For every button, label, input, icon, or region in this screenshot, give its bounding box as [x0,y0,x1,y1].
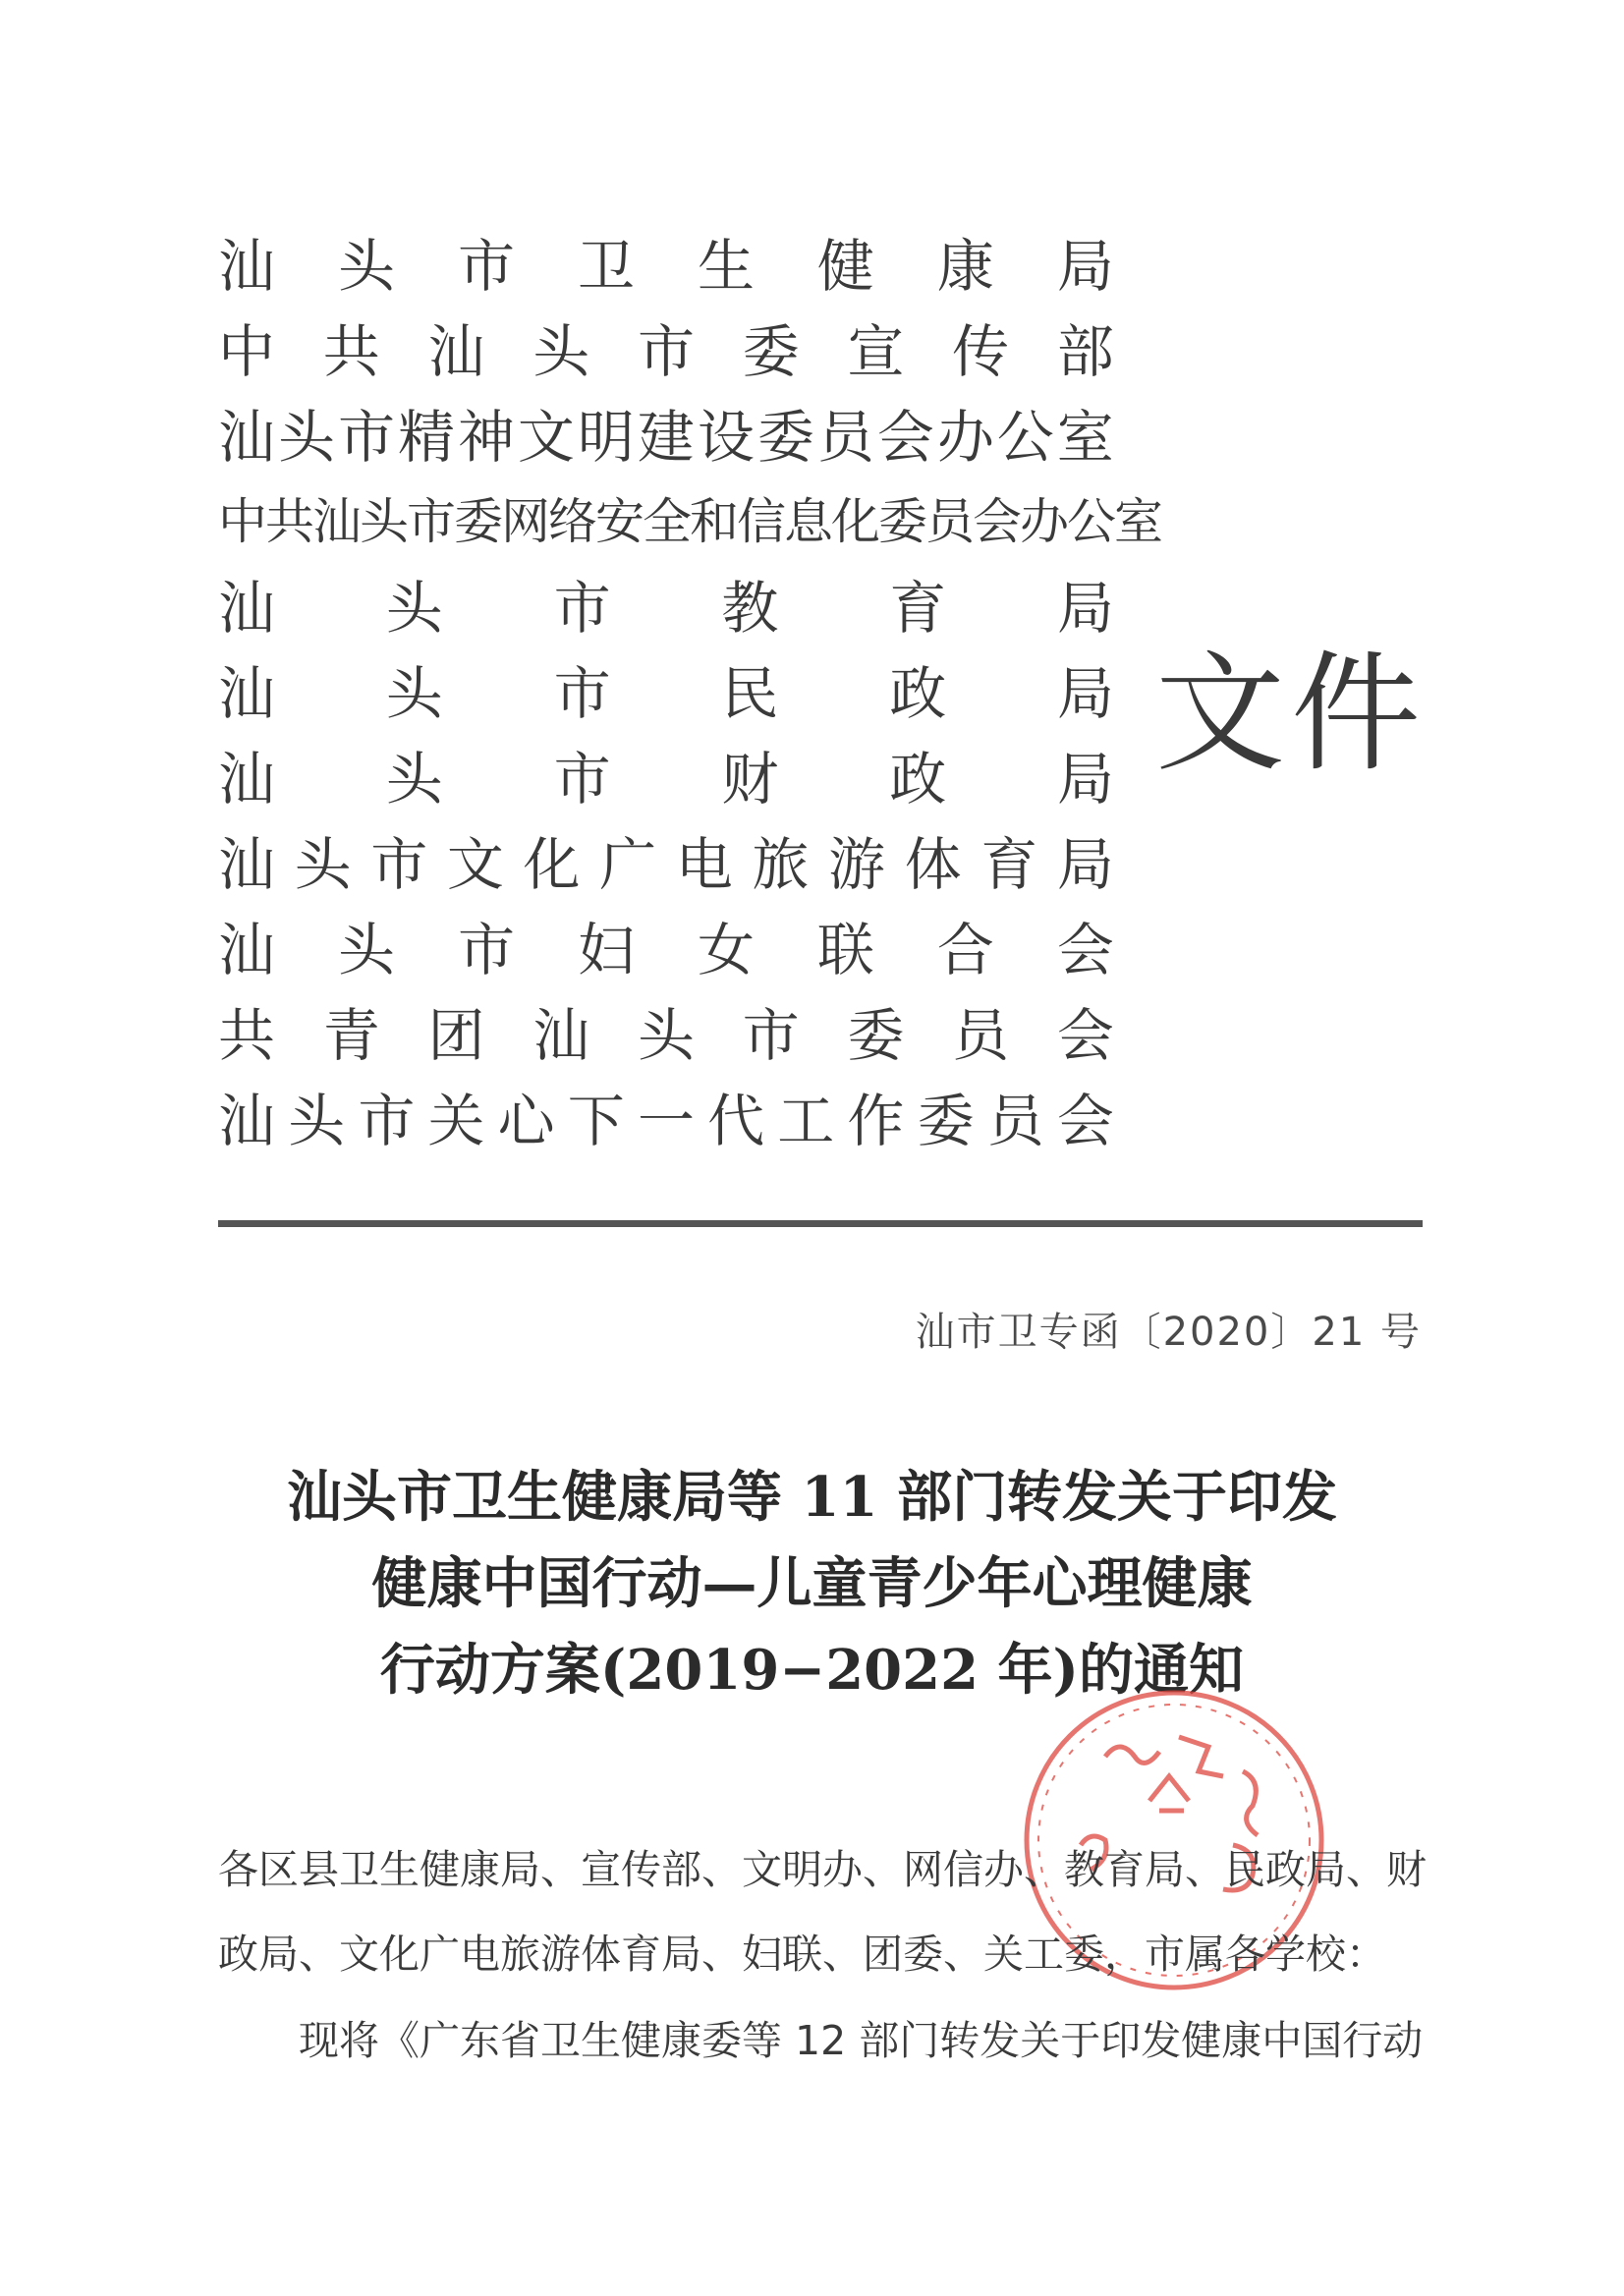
seal-glyph-mark-3 [1243,1771,1258,1835]
agency-char: 息 [784,492,831,550]
agency-char: 络 [548,492,595,550]
agency-char: 神 [457,403,515,471]
agency-line-7 [218,731,1114,816]
agency-char: 青 [322,1001,380,1069]
agency-char: 传 [952,317,1010,385]
agency-char: 汕 [218,1087,276,1154]
title-line-3: 行动方案(2019−2022 年)的通知 [379,1638,1245,1703]
agency-char: 和 [690,492,737,550]
agency-char: 头 [288,1087,346,1154]
agency-char: 明 [577,403,635,471]
agency-char: 头 [385,659,443,727]
agency-char: 公 [996,403,1054,471]
agency-char: 员 [952,1001,1010,1069]
agency-char: 联 [816,916,874,983]
agency-char: 汕 [218,403,276,471]
agency-char: 生 [697,232,755,300]
agency-char: 化 [523,830,581,898]
agency-char: 会 [1056,1087,1114,1154]
title-line-2: 健康中国行动—儿童青少年心理健康 [371,1551,1253,1616]
agency-char: 委 [878,492,925,550]
agency-char: 安 [595,492,643,550]
agency-char: 康 [936,232,994,300]
agency-char: 市 [553,574,611,642]
agency-char: 会 [876,403,934,471]
agency-char: 共 [265,492,312,550]
agency-char: 市 [457,232,515,300]
agency-char: 宣 [847,317,905,385]
agency-char: 游 [828,830,886,898]
agency-line-6 [218,645,1114,731]
agency-char: 精 [397,403,455,471]
agency-char: 一 [637,1087,695,1154]
agency-char: 市 [407,492,454,550]
agency-char: 局 [1056,659,1114,727]
agency-char: 办 [1020,492,1067,550]
agency-char: 头 [337,916,395,983]
agency-char: 市 [637,317,695,385]
agency-char: 文 [517,403,575,471]
agency-char: 合 [936,916,994,983]
agency-char: 网 [501,492,548,550]
agency-char: 妇 [577,916,635,983]
agency-line-3 [218,389,1114,475]
agency-char: 头 [385,745,443,812]
agency-line-9 [218,902,1114,987]
agency-char: 信 [737,492,784,550]
agency-char: 育 [980,830,1038,898]
file-label: 文件 [1155,639,1427,790]
agency-char: 育 [889,574,947,642]
body-paragraph: 现将《广东省卫生健康委等 12 部门转发关于印发健康中国行动 [299,2017,1424,2064]
agency-char: 心 [497,1087,555,1154]
agency-char: 政 [889,745,947,812]
agency-char: 市 [358,1087,416,1154]
agency-char: 局 [1056,574,1114,642]
agency-line-10 [218,987,1114,1073]
agency-char: 会 [1056,1001,1114,1069]
agency-char: 下 [567,1087,625,1154]
document-title [177,1454,1447,1713]
agency-char: 头 [337,232,395,300]
agency-char: 共 [218,1001,276,1069]
agency-char: 建 [637,403,695,471]
agency-char: 公 [1067,492,1114,550]
agency-char: 关 [427,1087,485,1154]
agency-char: 员 [925,492,973,550]
agency-char: 市 [457,916,515,983]
agency-char: 头 [277,403,335,471]
agency-char: 部 [1056,317,1114,385]
agency-char: 教 [721,574,779,642]
agency-char: 设 [697,403,755,471]
agency-char: 局 [1056,830,1114,898]
agency-line-11 [218,1073,1114,1158]
agency-char: 委 [847,1001,905,1069]
issuing-agencies [218,218,1161,1158]
agency-char: 文 [446,830,504,898]
agency-char: 头 [532,317,590,385]
agency-char: 健 [816,232,874,300]
salutation-line-2: 政局、文化广电旅游体育局、妇联、团委、关工委，市属各学校： [218,1931,1386,1978]
agency-char: 中 [218,317,276,385]
agency-char: 共 [322,317,380,385]
agency-char: 代 [707,1087,765,1154]
agency-char: 汕 [532,1001,590,1069]
agency-char: 员 [986,1087,1044,1154]
agency-line-4 [218,475,1161,560]
agency-char: 卫 [577,232,635,300]
agency-char: 汕 [218,574,276,642]
agency-line-5 [218,560,1114,645]
agency-char: 市 [337,403,395,471]
agency-char: 政 [889,659,947,727]
agency-char: 汕 [427,317,485,385]
header-divider [218,1220,1423,1227]
agency-char: 电 [675,830,733,898]
agency-char: 汕 [312,492,360,550]
agency-line-8 [218,816,1114,902]
agency-char: 委 [454,492,501,550]
agency-char: 会 [973,492,1020,550]
agency-char: 办 [936,403,994,471]
seal-star-mark [1149,1776,1189,1811]
agency-char: 头 [294,830,352,898]
agency-char: 汕 [218,659,276,727]
agency-char: 委 [742,317,800,385]
agency-char: 委 [756,403,814,471]
agency-char: 民 [721,659,779,727]
agency-line-1 [218,218,1114,304]
agency-char: 化 [831,492,878,550]
agency-char: 财 [721,745,779,812]
salutation-line-1: 各区县卫生健康局、宣传部、文明办、网信办、教育局、民政局、财 [218,1846,1427,1893]
agency-char: 头 [637,1001,695,1069]
agency-char: 旅 [752,830,810,898]
agency-line-2 [218,304,1114,389]
agency-char: 作 [847,1087,905,1154]
title-line-1: 汕头市卫生健康局等 11 部门转发关于印发 [287,1465,1337,1530]
agency-char: 室 [1114,492,1161,550]
agency-char: 会 [1056,916,1114,983]
agency-char: 头 [385,574,443,642]
agency-char: 局 [1056,745,1114,812]
agency-char: 市 [742,1001,800,1069]
agency-char: 广 [599,830,657,898]
agency-char: 员 [816,403,874,471]
agency-char: 女 [697,916,755,983]
document-number: 汕市卫专函〔2020〕21 号 [915,1310,1422,1355]
agency-char: 全 [643,492,690,550]
seal-glyph-mark-2 [1179,1737,1223,1776]
agency-char: 工 [777,1087,835,1154]
agency-char: 头 [360,492,407,550]
agency-char: 市 [370,830,428,898]
agency-char: 汕 [218,232,276,300]
agency-char: 委 [917,1087,975,1154]
agency-char: 汕 [218,745,276,812]
agency-char: 室 [1056,403,1114,471]
agency-char: 局 [1056,232,1114,300]
agency-char: 市 [553,745,611,812]
agency-char: 汕 [218,830,276,898]
salutation [218,1827,1427,1996]
agency-char: 市 [553,659,611,727]
seal-glyph-mark-1 [1105,1747,1159,1763]
agency-char: 体 [904,830,962,898]
agency-char: 团 [427,1001,485,1069]
agency-char: 中 [218,492,265,550]
agency-char: 汕 [218,916,276,983]
